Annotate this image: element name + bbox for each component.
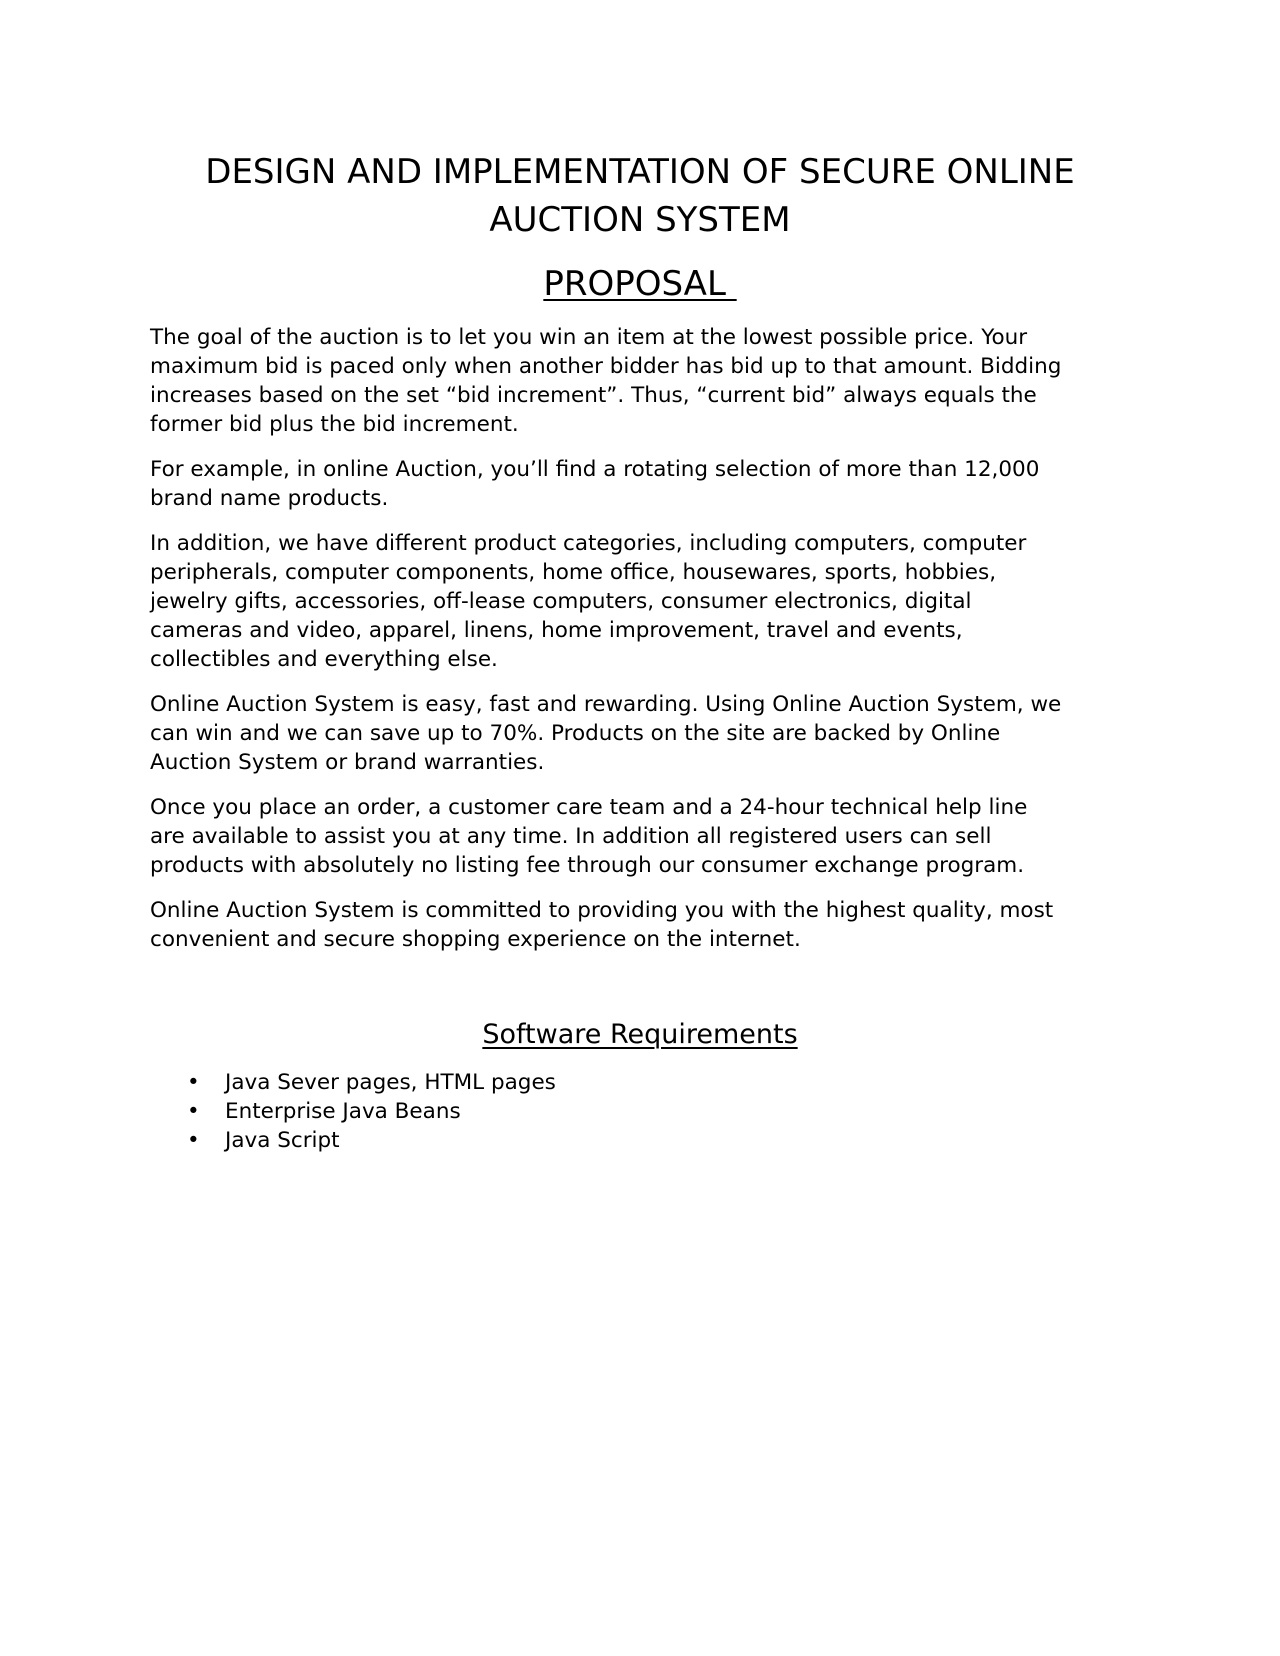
paragraph-line: In addition, we have different product categories, including computers, computer: [150, 531, 1027, 556]
paragraph-line: Once you place an order, a customer care team and a 24-hour technical help line: [150, 795, 1028, 820]
paragraph-support: [150, 793, 1130, 880]
paragraph-line: are available to assist you at any time. In addition all registered users can sell: [150, 824, 992, 849]
proposal-heading-text: PROPOSAL: [543, 264, 737, 304]
proposal-body: [150, 323, 1130, 970]
paragraph-goal: [150, 323, 1130, 439]
paragraph-line: maximum bid is paced only when another bidder has bid up to that amount. Bidding: [150, 354, 1062, 379]
paragraph-line: peripherals, computer components, home office, housewares, sports, hobbies,: [150, 560, 997, 585]
title-line-1: DESIGN AND IMPLEMENTATION OF SECURE ONLINE: [205, 152, 1075, 192]
list-item-text: Enterprise Java Beans: [225, 1099, 461, 1124]
paragraph-commitment: [150, 896, 1130, 954]
paragraph-rewarding: [150, 690, 1130, 777]
list-item: [150, 1126, 556, 1155]
bullet-icon: •: [187, 1070, 200, 1095]
software-requirements-heading: [150, 1015, 1130, 1055]
paragraph-line: brand name products.: [150, 486, 389, 511]
paragraph-line: The goal of the auction is to let you win an item at the lowest possible price. Your: [150, 325, 1028, 350]
paragraph-line: jewelry gifts, accessories, off-lease computers, consumer electronics, digital: [150, 589, 972, 614]
list-item-text: Java Sever pages, HTML pages: [225, 1070, 556, 1095]
paragraph-example: [150, 455, 1130, 513]
paragraph-line: Online Auction System is committed to providing you with the highest quality, most: [150, 898, 1054, 923]
paragraph-line: For example, in online Auction, you’ll find a rotating selection of more than 12,000: [150, 457, 1040, 482]
paragraph-categories: [150, 529, 1130, 674]
paragraph-line: can win and we can save up to 70%. Products on the site are backed by Online: [150, 721, 1001, 746]
title-line-2: AUCTION SYSTEM: [489, 200, 791, 240]
list-item: [150, 1097, 556, 1126]
paragraph-line: increases based on the set “bid increment”. Thus, “current bid” always equals the: [150, 383, 1037, 408]
list-item: [150, 1068, 556, 1097]
document-title: [150, 148, 1130, 244]
proposal-heading: [150, 262, 1130, 306]
paragraph-line: collectibles and everything else.: [150, 647, 498, 672]
paragraph-line: products with absolutely no listing fee through our consumer exchange program.: [150, 853, 1025, 878]
paragraph-line: Auction System or brand warranties.: [150, 750, 545, 775]
list-item-text: Java Script: [225, 1128, 340, 1153]
paragraph-line: former bid plus the bid increment.: [150, 412, 519, 437]
requirements-list: [150, 1068, 556, 1155]
paragraph-line: cameras and video, apparel, linens, home improvement, travel and events,: [150, 618, 963, 643]
bullet-icon: •: [187, 1099, 200, 1124]
bullet-icon: •: [187, 1128, 200, 1153]
software-requirements-heading-text: Software Requirements: [482, 1019, 798, 1050]
paragraph-line: convenient and secure shopping experience on the internet.: [150, 927, 801, 952]
paragraph-line: Online Auction System is easy, fast and rewarding. Using Online Auction System, we: [150, 692, 1062, 717]
